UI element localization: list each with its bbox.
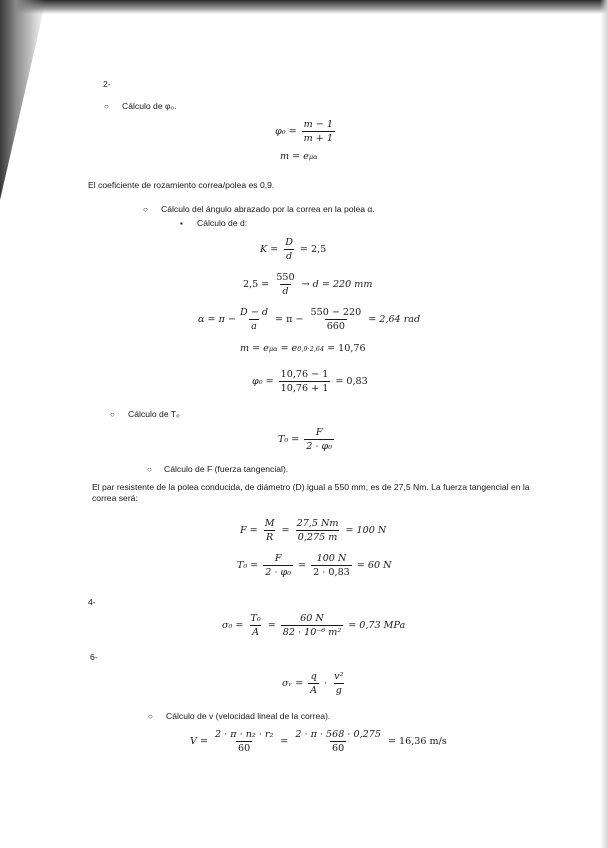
equation-phi0-value: φ₀ = $\frac{10,76 - 1}{10,76 + 1}$ = 0,83	[252, 369, 368, 394]
equation-K: K = $\frac{D}{d}$ = 2,5	[260, 237, 327, 262]
section-number-2: 2-	[103, 79, 111, 89]
equation-T0-value: T₀ = $\frac{F}{\text{2 · φ₀}}$ = $\frac{100 N}{2 \cdot 0,83}$ = 60 N	[237, 553, 392, 578]
bullet-circle-icon: ○	[143, 205, 148, 214]
bullet-v: Cálculo de v (velocidad lineal de la correa).	[166, 711, 331, 721]
page-shadow-top	[0, 0, 608, 14]
equation-m-value: m = e μα = e 0,9·2,64 = 10,76	[240, 343, 366, 354]
bullet-angle: Cálculo del ángulo abrazado por la correa en la polea α.	[161, 204, 375, 214]
paragraph-resistant-torque: El par resistente de la polea conducida, de diámetro (D) igual a 550 mm, es de 27,5 Nm. La fuerza tangencial en la correa será:	[92, 482, 530, 503]
equation-phi0: φ₀ = $\frac{m - 1}{m + 1}$	[275, 119, 333, 144]
bullet-circle-icon: ○	[147, 465, 152, 474]
bullet-square-icon: ▪	[180, 219, 183, 228]
equation-sigmav: σᵥ = $\frac{q}{A}$ · $\frac{\text{v²}}{g}$	[282, 671, 344, 696]
section-number-6: 6-	[90, 652, 98, 662]
equation-F: F = $\frac{M}{R}$ = $\frac{27,5 Nm}{0,275 m}$ = 100 N	[240, 518, 387, 543]
page-shadow-right	[600, 0, 608, 848]
bullet-circle-icon: ○	[110, 410, 115, 419]
page-shadow-left	[0, 0, 46, 200]
paragraph-friction-coefficient: El coeficiente de rozamiento correa/polea es 0,9.	[88, 180, 275, 190]
bullet-circle-icon: ○	[104, 102, 109, 111]
equation-d: 2,5 = $\frac{550}{d}$ → d = 220 mm	[243, 272, 373, 297]
bullet-T0: Cálculo de T₀	[128, 409, 180, 419]
bullet-d: Cálculo de d:	[197, 218, 248, 228]
section-number-4: 4-	[88, 597, 96, 607]
equation-alpha: α = π − $\frac{D - d}{a}$ = π − $\frac{550 - 220}{660}$ = 2,64 rad	[198, 307, 421, 332]
bullet-phi: Cálculo de φ₀.	[122, 101, 177, 111]
equation-T0: T₀ = $\frac{F}{\text{2 · φ₀}}$	[278, 427, 333, 452]
equation-V: V = $\frac{\text{2 · π · n₂ · r₂}}{60}$ = $\frac{2 \cdot \pi \cdot 568 \cdot 0,275}{60}$ = 16,36 m/s	[190, 729, 447, 754]
equation-m: m = e μα	[280, 151, 318, 162]
bullet-F: Cálculo de F (fuerza tangencial).	[164, 464, 289, 474]
bullet-circle-icon: ○	[148, 712, 153, 721]
equation-sigma0: σ₀ = $\frac{\text{T₀}}{A}$ = $\frac{60 N}{\text{82 · 10⁻⁶ m²}}$ = 0,73 MPa	[222, 613, 406, 638]
